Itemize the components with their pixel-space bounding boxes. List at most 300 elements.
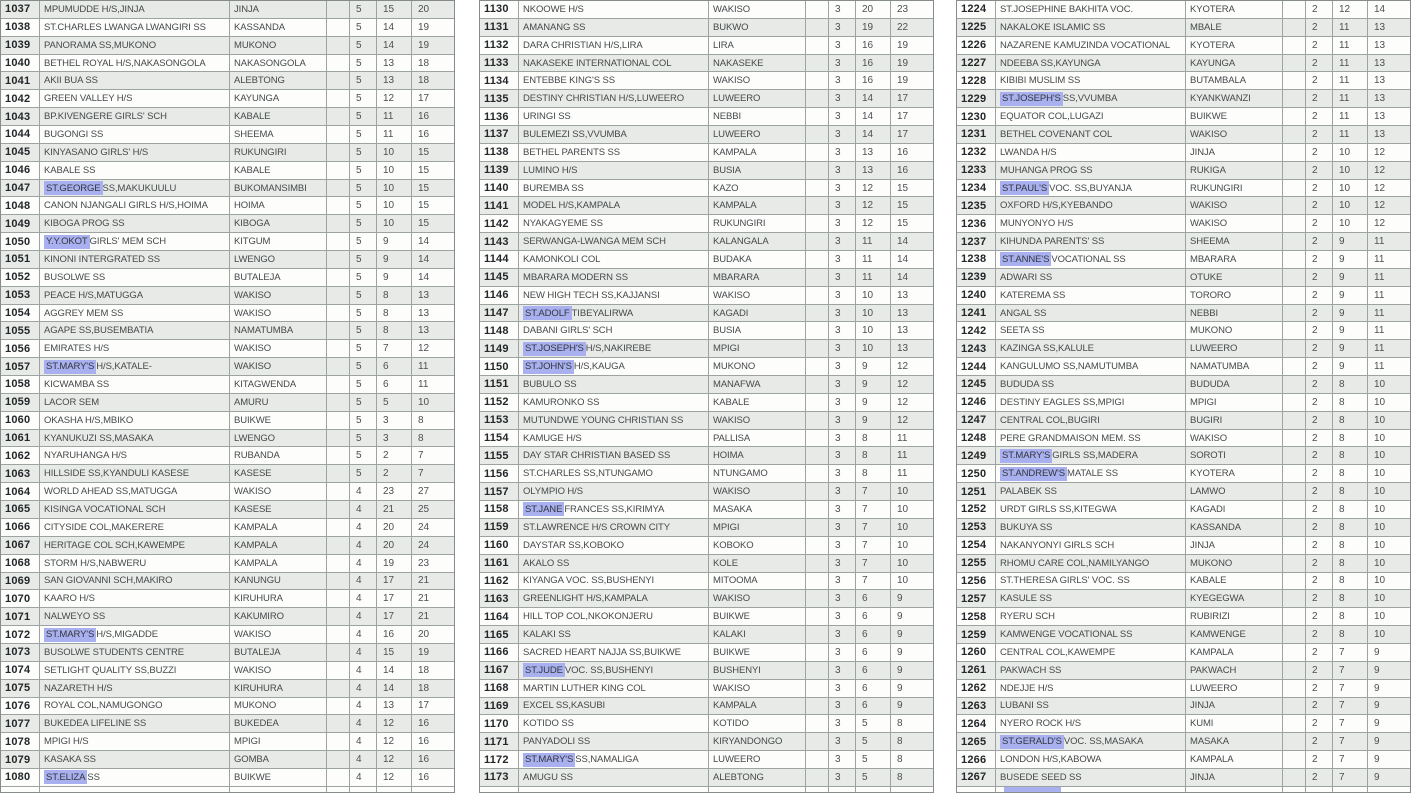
table-row: [957, 483, 1410, 501]
blank-cell: [1283, 108, 1306, 125]
blank-cell: [806, 644, 829, 661]
table-row: [957, 322, 1410, 340]
district-cell: KABALE: [230, 162, 327, 179]
score-cell-2: 6: [856, 590, 891, 607]
score-cell-2: 7: [377, 340, 412, 357]
table-row: [957, 751, 1410, 769]
rank-cell: 1234: [957, 180, 996, 197]
school-name-text: KASULE SS: [1000, 593, 1052, 605]
score-cell-2: 7: [1333, 680, 1368, 697]
rank-cell: 1057: [1, 358, 40, 375]
district-cell: WAKISO: [709, 590, 806, 607]
score-cell-2: 6: [377, 358, 412, 375]
score-cell-1: 3: [829, 322, 856, 339]
search-highlight: ST.JANE: [525, 503, 563, 515]
school-name-text: SERWANGA-LWANGA MEM SCH: [523, 236, 666, 248]
partial-table-row: [957, 787, 1410, 793]
score-cell-3: 13: [1374, 57, 1386, 69]
score-cell-2: 6: [856, 662, 891, 679]
table-row: [957, 608, 1410, 626]
rank-cell: 1170: [480, 715, 519, 732]
school-name-cell: [996, 144, 1186, 161]
score-cell-3: 14: [897, 253, 909, 265]
school-name-cell: [519, 144, 709, 161]
score-cell-3: 17: [418, 93, 430, 105]
district-cell: BUKWO: [709, 19, 806, 36]
school-name-cell: [996, 55, 1186, 72]
table-row: [1, 305, 454, 323]
district-cell: KALANGALA: [709, 233, 806, 250]
blank-cell: [327, 90, 350, 107]
school-name-text: SEETA SS: [1000, 325, 1045, 337]
score-cell-2: 11: [1333, 126, 1368, 143]
school-name-text: BUREMBA SS: [523, 182, 584, 194]
score-cell-3: 12: [897, 361, 909, 373]
rank-cell: 1044: [1, 126, 40, 143]
school-name-cell: [996, 573, 1186, 590]
rank-cell: 1146: [480, 287, 519, 304]
school-name-text: LWANDA H/S: [1000, 146, 1057, 158]
school-name-text: PANYADOLI SS: [523, 736, 591, 748]
rank-cell: 1147: [480, 305, 519, 322]
score-cell-1: 3: [829, 662, 856, 679]
blank-cell: [806, 233, 829, 250]
score-cell-3: 15: [897, 200, 909, 212]
rank-cell: 1152: [480, 394, 519, 411]
score-cell-1: 2: [1306, 680, 1333, 697]
table-row: [957, 430, 1410, 448]
score-cell-3: 8: [418, 432, 424, 444]
district-cell: NAMATUMBA: [1186, 358, 1283, 375]
table-row: [1, 626, 454, 644]
school-name-cell: [519, 322, 709, 339]
district-cell: RUBIRIZI: [1186, 608, 1283, 625]
score-cell-3: 11: [897, 450, 908, 462]
score-cell-1: 2: [1306, 662, 1333, 679]
score-cell-3: 9: [1374, 736, 1380, 748]
rank-cell: 1260: [957, 644, 996, 661]
school-name-text: CANON NJANGALI GIRLS H/S,HOIMA: [44, 200, 208, 212]
score-cell-3: 8: [897, 754, 903, 766]
rank-cell: 1251: [957, 483, 996, 500]
table-row: [957, 644, 1410, 662]
blank-cell: [1283, 644, 1306, 661]
blank-cell: [1283, 465, 1306, 482]
search-highlight: ST.MARY'S: [46, 361, 95, 373]
table-row: [480, 197, 933, 215]
rank-cell: 1052: [1, 269, 40, 286]
score-cell-1: 4: [350, 715, 377, 732]
table-row: [1, 197, 454, 215]
table-row: [480, 340, 933, 358]
blank-cell: [1283, 90, 1306, 107]
score-cell-3: 9: [1374, 646, 1380, 658]
rank-cell: 1256: [957, 573, 996, 590]
blank-cell: [1283, 215, 1306, 232]
score-cell-1: 5: [350, 162, 377, 179]
school-name-text: KAMONKOLI COL: [523, 253, 601, 265]
rank-cell: 1164: [480, 608, 519, 625]
table-row: [957, 447, 1410, 465]
score-cell-2: 11: [1333, 55, 1368, 72]
partial-table-row: [1, 787, 454, 793]
score-cell-1: 3: [829, 376, 856, 393]
score-cell-3: 15: [418, 146, 430, 158]
school-name-text: AKALO SS: [523, 557, 570, 569]
score-cell-2: 9: [1333, 269, 1368, 286]
score-cell-2: 9: [856, 358, 891, 375]
district-cell: MPIGI: [230, 733, 327, 750]
district-cell: WAKISO: [230, 305, 327, 322]
table-row: [480, 698, 933, 716]
score-cell-2: 8: [1333, 376, 1368, 393]
score-cell-1: 3: [829, 573, 856, 590]
score-cell-2: 16: [856, 55, 891, 72]
score-cell-1: 5: [350, 465, 377, 482]
blank-cell: [1283, 394, 1306, 411]
table-row: [1, 751, 454, 769]
table-row: [480, 394, 933, 412]
district-cell: KAMPALA: [1186, 751, 1283, 768]
table-row: [1, 412, 454, 430]
score-cell-3: 13: [1374, 75, 1386, 87]
district-cell: LUWEERO: [1186, 680, 1283, 697]
table-row: [1, 287, 454, 305]
district-cell: WAKISO: [230, 358, 327, 375]
district-cell: GOMBA: [230, 751, 327, 768]
rank-cell: 1073: [1, 644, 40, 661]
district-cell: MUKONO: [709, 358, 806, 375]
score-cell-2: 6: [856, 644, 891, 661]
rank-cell: 1078: [1, 733, 40, 750]
school-name-text: ST.CHARLES LWANGA LWANGIRI SS: [44, 21, 206, 33]
district-cell: LAMWO: [1186, 483, 1283, 500]
score-cell-1: 2: [1306, 19, 1333, 36]
blank-cell: [327, 608, 350, 625]
school-name-cell: [996, 483, 1186, 500]
score-cell-3: 13: [1374, 21, 1386, 33]
rank-cell: 1255: [957, 555, 996, 572]
score-cell-1: 2: [1306, 537, 1333, 554]
score-cell-1: 3: [829, 287, 856, 304]
blank-cell: [806, 430, 829, 447]
score-cell-3: 9: [897, 611, 903, 623]
score-cell-1: 3: [829, 1, 856, 18]
score-cell-2: 19: [377, 555, 412, 572]
school-name-text: NEW HIGH TECH SS,KAJJANSI: [523, 289, 660, 301]
score-cell-1: 4: [350, 698, 377, 715]
blank-cell: [806, 305, 829, 322]
school-name-text: KAARO H/S: [44, 593, 95, 605]
school-name-cell: [996, 447, 1186, 464]
score-cell-3: 11: [1374, 361, 1385, 373]
score-cell-2: 10: [856, 322, 891, 339]
score-cell-2: 13: [856, 144, 891, 161]
blank-cell: [327, 519, 350, 536]
score-cell-1: 3: [829, 698, 856, 715]
table-row: [957, 305, 1410, 323]
table-row: [1, 180, 454, 198]
school-name-text: NAKASEKE INTERNATIONAL COL: [523, 57, 672, 69]
school-name-cell: [519, 769, 709, 786]
score-cell-2: 15: [377, 644, 412, 661]
district-cell: MBARARA: [709, 269, 806, 286]
district-cell: WAKISO: [230, 662, 327, 679]
score-cell-2: 7: [1333, 715, 1368, 732]
district-cell: KYOTERA: [1186, 1, 1283, 18]
rank-cell: 1246: [957, 394, 996, 411]
school-name-text: H/S,MIGADDE: [96, 629, 158, 640]
score-cell-2: 14: [856, 126, 891, 143]
blank-cell: [327, 162, 350, 179]
score-cell-1: 3: [829, 251, 856, 268]
score-cell-2: 15: [377, 1, 412, 18]
school-results-table-column-1: [0, 0, 455, 793]
school-name-cell: [996, 698, 1186, 715]
school-name-text: VOC. SS,BUSHENYI: [564, 664, 653, 676]
table-row: [480, 519, 933, 537]
blank-cell: [327, 394, 350, 411]
score-cell-1: 2: [1306, 751, 1333, 768]
table-row: [1, 430, 454, 448]
district-cell: BUTALEJA: [230, 269, 327, 286]
score-cell-1: 5: [350, 305, 377, 322]
table-row: [957, 233, 1410, 251]
table-row: [480, 465, 933, 483]
score-cell-3: 13: [418, 325, 430, 337]
table-row: [1, 608, 454, 626]
table-row: [1, 322, 454, 340]
blank-cell: [1283, 733, 1306, 750]
school-name-text: BUKEDEA LIFELINE SS: [44, 718, 147, 730]
blank-cell: [327, 573, 350, 590]
district-cell: HOIMA: [709, 447, 806, 464]
blank-cell: [1283, 37, 1306, 54]
district-cell: KASSANDA: [1186, 519, 1283, 536]
score-cell-1: 3: [829, 269, 856, 286]
school-name-cell: [519, 465, 709, 482]
partial-table-row: [480, 787, 933, 793]
table-row: [480, 412, 933, 430]
school-name-cell: [996, 501, 1186, 518]
score-cell-2: 7: [1333, 698, 1368, 715]
district-cell: WAKISO: [1186, 215, 1283, 232]
table-row: [1, 251, 454, 269]
score-cell-2: 14: [856, 108, 891, 125]
table-row: [480, 555, 933, 573]
table-row: [480, 215, 933, 233]
score-cell-2: 8: [1333, 608, 1368, 625]
score-cell-2: 2: [377, 465, 412, 482]
score-cell-3: 12: [897, 378, 909, 390]
school-name-cell: [996, 1, 1186, 18]
score-cell-3: 15: [418, 182, 430, 194]
school-name-cell: [40, 55, 230, 72]
rank-cell: 1138: [480, 144, 519, 161]
school-name-cell: [40, 715, 230, 732]
score-cell-1: 2: [1306, 733, 1333, 750]
score-cell-2: 8: [1333, 501, 1368, 518]
school-name-text: SS,MAKUKUULU: [102, 182, 177, 194]
table-row: [957, 573, 1410, 591]
school-name-cell: [40, 180, 230, 197]
rank-cell: 1242: [957, 322, 996, 339]
blank-cell: [327, 376, 350, 393]
rank-cell: 1250: [957, 465, 996, 482]
table-row: [480, 287, 933, 305]
score-cell-2: 8: [856, 430, 891, 447]
score-cell-3: 13: [897, 343, 909, 355]
table-row: [957, 287, 1410, 305]
score-cell-1: 2: [1306, 1, 1333, 18]
district-cell: LIRA: [709, 37, 806, 54]
search-highlight: ST.MARY'S: [525, 754, 574, 766]
blank-cell: [806, 715, 829, 732]
district-cell: KOTIDO: [709, 715, 806, 732]
school-name-text: KALAKI SS: [523, 629, 571, 640]
score-cell-1: 2: [1306, 108, 1333, 125]
score-cell-1: 4: [350, 662, 377, 679]
rank-cell: 1063: [1, 465, 40, 482]
district-cell: WAKISO: [1186, 197, 1283, 214]
score-cell-2: 12: [377, 90, 412, 107]
table-row: [1, 662, 454, 680]
school-name-text: RHOMU CARE COL,NAMILYANGO: [1000, 557, 1150, 569]
score-cell-2: 13: [377, 72, 412, 89]
blank-cell: [806, 19, 829, 36]
district-cell: RUKUNGIRI: [1186, 180, 1283, 197]
district-cell: BUIKWE: [709, 608, 806, 625]
rank-cell: 1254: [957, 537, 996, 554]
rank-cell: 1043: [1, 108, 40, 125]
school-name-text: BUGONGI SS: [44, 128, 104, 140]
table-row: [957, 340, 1410, 358]
score-cell-2: 23: [377, 483, 412, 500]
school-name-text: VOC. SS,BUYANJA: [1049, 182, 1132, 194]
score-cell-1: 5: [350, 55, 377, 72]
school-name-text: MARTIN LUTHER KING COL: [523, 682, 646, 694]
score-cell-1: 2: [1306, 233, 1333, 250]
score-cell-2: 9: [856, 376, 891, 393]
district-cell: MUKONO: [1186, 322, 1283, 339]
school-name-cell: [519, 412, 709, 429]
rank-cell: 1231: [957, 126, 996, 143]
table-row: [1, 72, 454, 90]
rank-cell: 1252: [957, 501, 996, 518]
score-cell-3: 15: [897, 218, 909, 230]
score-cell-2: 9: [856, 394, 891, 411]
table-row: [480, 90, 933, 108]
table-row: [480, 501, 933, 519]
school-name-text: CENTRAL COL,BUGIRI: [1000, 414, 1100, 426]
table-row: [1, 215, 454, 233]
district-cell: BUKOMANSIMBI: [230, 180, 327, 197]
school-name-cell: [519, 715, 709, 732]
score-cell-1: 3: [829, 733, 856, 750]
table-row: [1, 715, 454, 733]
score-cell-3: 19: [418, 39, 430, 51]
school-name-text: NDEEBA SS,KAYUNGA: [1000, 57, 1101, 69]
rank-cell: 1062: [1, 447, 40, 464]
blank-cell: [1283, 340, 1306, 357]
score-cell-2: 9: [1333, 322, 1368, 339]
rank-cell: 1166: [480, 644, 519, 661]
score-cell-3: 9: [1374, 754, 1380, 766]
school-name-cell: [996, 162, 1186, 179]
district-cell: WAKISO: [230, 287, 327, 304]
school-name-cell: [40, 662, 230, 679]
school-name-cell: [40, 447, 230, 464]
rank-cell: 1167: [480, 662, 519, 679]
score-cell-1: 4: [350, 537, 377, 554]
score-cell-1: 5: [350, 72, 377, 89]
school-name-cell: [519, 733, 709, 750]
score-cell-2: 5: [856, 751, 891, 768]
blank-cell: [1283, 787, 1306, 793]
score-cell-1: 2: [1306, 144, 1333, 161]
school-name-cell: [996, 644, 1186, 661]
score-cell-2: 8: [1333, 430, 1368, 447]
school-name-cell: [40, 197, 230, 214]
table-row: [480, 376, 933, 394]
rank-cell: 1226: [957, 37, 996, 54]
table-row: [957, 394, 1410, 412]
district-cell: WAKISO: [709, 412, 806, 429]
score-cell-1: 3: [829, 590, 856, 607]
score-cell-1: 5: [350, 180, 377, 197]
score-cell-2: 10: [377, 180, 412, 197]
score-cell-2: 7: [856, 537, 891, 554]
school-name-text: OLYMPIO H/S: [523, 486, 583, 498]
table-row: [480, 573, 933, 591]
score-cell-2: 5: [377, 394, 412, 411]
rank-cell: 1064: [1, 483, 40, 500]
school-name-cell: [996, 590, 1186, 607]
score-cell-3: 12: [897, 414, 909, 426]
score-cell-2: 12: [1333, 1, 1368, 18]
school-name-text: RYERU SCH: [1000, 611, 1055, 623]
school-name-text: URINGI SS: [523, 111, 571, 123]
school-name-cell: [996, 72, 1186, 89]
table-row: [1, 376, 454, 394]
blank-cell: [327, 19, 350, 36]
blank-cell: [806, 698, 829, 715]
score-cell-2: 9: [1333, 251, 1368, 268]
district-cell: KAMPALA: [709, 144, 806, 161]
district-cell: BUGIRI: [1186, 412, 1283, 429]
blank-cell: [327, 644, 350, 661]
district-cell: BUDUDA: [1186, 376, 1283, 393]
school-name-cell: [996, 608, 1186, 625]
score-cell-2: 14: [856, 90, 891, 107]
blank-cell: [806, 787, 829, 793]
score-cell-3: 13: [1374, 39, 1386, 51]
score-cell-2: 13: [856, 162, 891, 179]
score-cell-3: 12: [1374, 200, 1386, 212]
school-results-table-column-2: [479, 0, 934, 793]
school-name-text: SS: [87, 771, 100, 783]
score-cell-2: 8: [856, 465, 891, 482]
school-name-text: KANGULUMO SS,NAMUTUMBA: [1000, 361, 1139, 373]
table-row: [1, 590, 454, 608]
table-row: [957, 1, 1410, 19]
blank-cell: [327, 555, 350, 572]
score-cell-2: 11: [1333, 108, 1368, 125]
score-cell-2: 8: [377, 287, 412, 304]
score-cell-2: 9: [377, 233, 412, 250]
search-highlight: ST.GERALD'S: [1002, 736, 1062, 748]
score-cell-1: 2: [1306, 430, 1333, 447]
